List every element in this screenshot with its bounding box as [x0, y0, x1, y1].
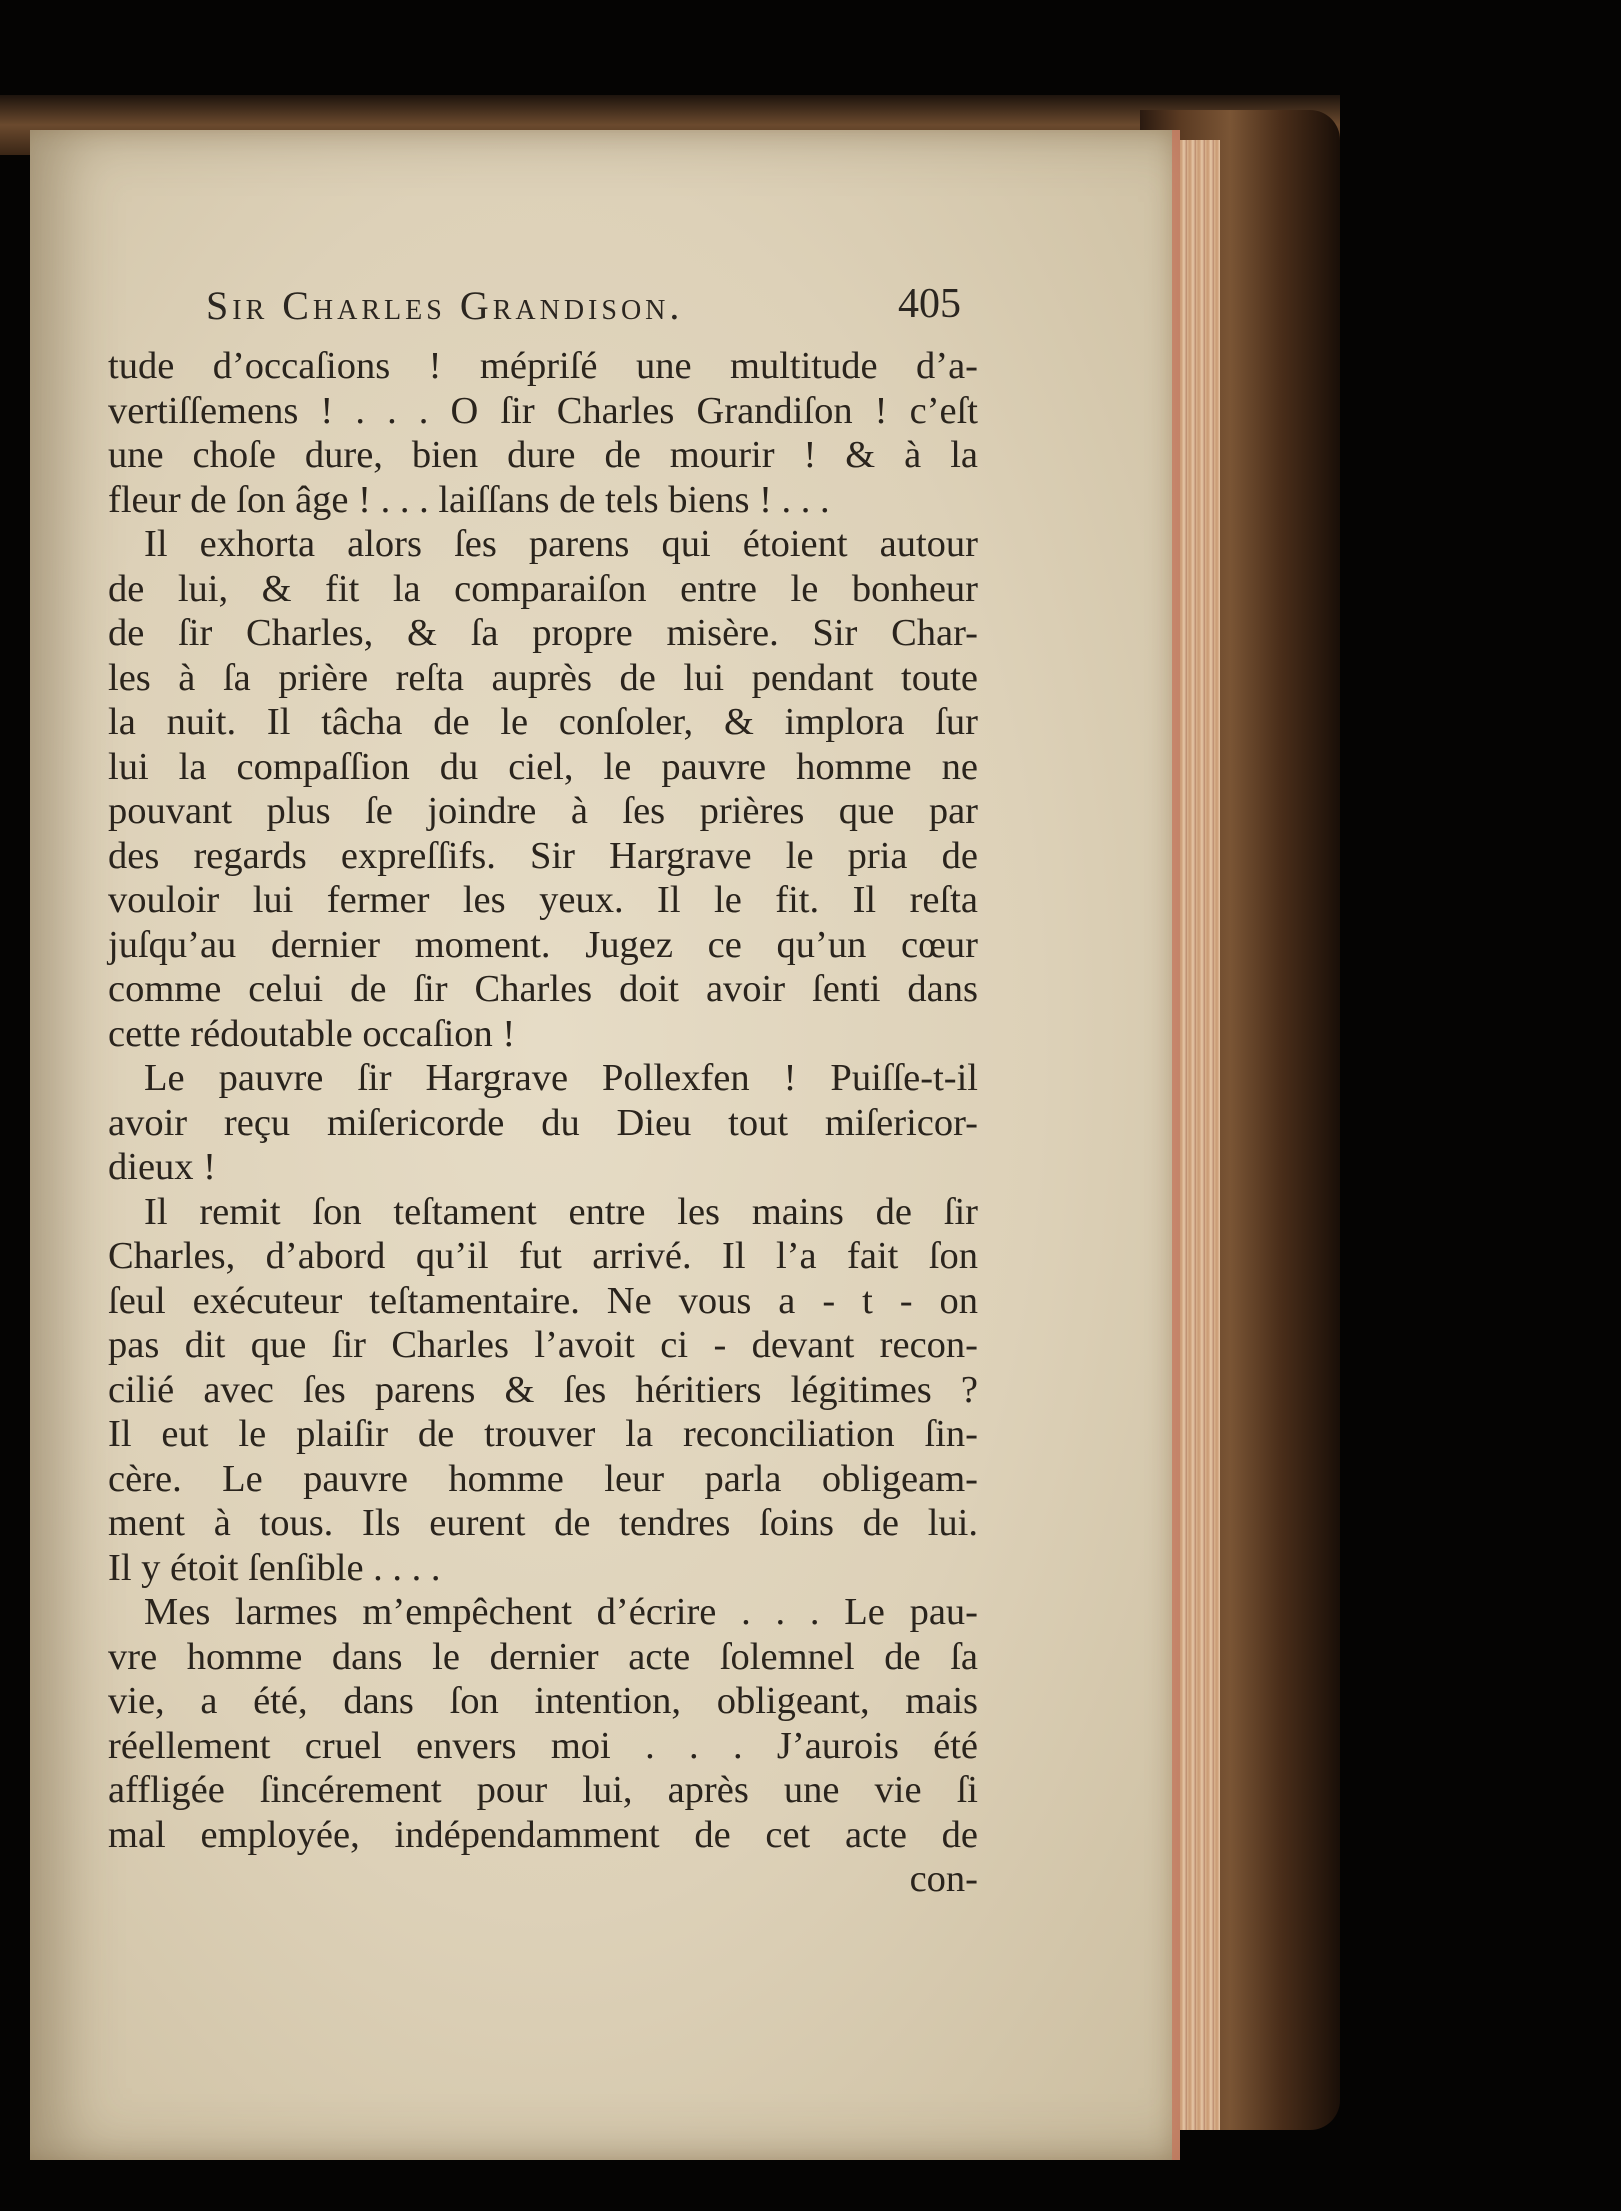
text-line: Le pauvre ſir Hargrave Pollexfen ! Puiſſe-t-il	[144, 1057, 978, 1099]
text-line: mal employée, indépendamment de cet acte de	[108, 1813, 978, 1856]
text-line: tude d’occaſions ! mépriſé une multitude d’a-	[108, 345, 978, 387]
text-line: dieux !	[108, 1146, 216, 1188]
text-line: lui la compaſſion du ciel, le pauvre homme ne	[108, 745, 978, 788]
text-line: comme celui de ſir Charles doit avoir ſenti dans	[108, 968, 978, 1010]
text-line: vie, a été, dans ſon intention, obligeant, mais	[108, 1680, 978, 1722]
text-line: pas dit que ſir Charles l’avoit ci - devant recon-	[108, 1324, 978, 1366]
text-line: vertiſſemens ! . . . O ſir Charles Grandiſon ! c’eſt	[108, 389, 978, 432]
text-line: pouvant plus ſe joindre à ſes prières que par	[108, 790, 978, 832]
text-line: Charles, d’abord qu’il fut arrivé. Il l’a fait ſon	[108, 1235, 978, 1277]
book-page	[30, 130, 1180, 2160]
text-line: de ſir Charles, & ſa propre misère. Sir Char-	[108, 612, 978, 654]
text-line: réellement cruel envers moi . . . J’aurois été	[108, 1724, 978, 1767]
text-line: Il eut le plaiſir de trouver la reconciliation ſin-	[108, 1413, 978, 1455]
text-line: cette rédoutable occaſion !	[108, 1012, 516, 1055]
text-line: affligée ſincérement pour lui, après une vie ſi	[108, 1769, 978, 1811]
text-line: fleur de ſon âge ! . . . laiſſans de tels biens ! . . .	[108, 478, 830, 521]
text-line: juſqu’au dernier moment. Jugez ce qu’un cœur	[108, 923, 978, 966]
text-line: Il exhorta alors ſes parens qui étoient autour	[144, 523, 978, 565]
text-line: de lui, & fit la comparaiſon entre le bonheur	[108, 567, 978, 610]
text-line: les à ſa prière reſta auprès de lui pendant toute	[108, 656, 978, 699]
text-line: Il y étoit ſenſible . . . .	[108, 1546, 441, 1589]
text-line: des regards expreſſifs. Sir Hargrave le pria de	[108, 834, 978, 877]
text-line: cilié avec ſes parens & ſes héritiers légitimes ?	[108, 1368, 978, 1411]
text-line: cère. Le pauvre homme leur parla obligeam-	[108, 1457, 978, 1500]
text-line: vouloir lui fermer les yeux. Il le fit. Il reſta	[108, 879, 978, 921]
body-text	[108, 344, 978, 1902]
text-line: Mes larmes m’empêchent d’écrire . . . Le pau-	[144, 1591, 978, 1633]
text-line: ſeul exécuteur teſtamentaire. Ne vous a - t - on	[108, 1279, 978, 1322]
text-line: la nuit. Il tâcha de le conſoler, & implora ſur	[108, 701, 978, 743]
text-line: avoir reçu miſericorde du Dieu tout miſericor-	[108, 1101, 978, 1144]
catchword: con-	[909, 1858, 978, 1900]
page-number: 405	[898, 281, 961, 327]
text-line: Il remit ſon teſtament entre les mains de ſir	[144, 1190, 978, 1233]
text-line: vre homme dans le dernier acte ſolemnel de ſa	[108, 1635, 978, 1678]
text-line: ment à tous. Ils eurent de tendres ſoins de lui.	[108, 1502, 978, 1544]
text-line: une choſe dure, bien dure de mourir ! & à la	[108, 434, 978, 476]
running-head: Sir Charles Grandison.	[206, 283, 684, 328]
